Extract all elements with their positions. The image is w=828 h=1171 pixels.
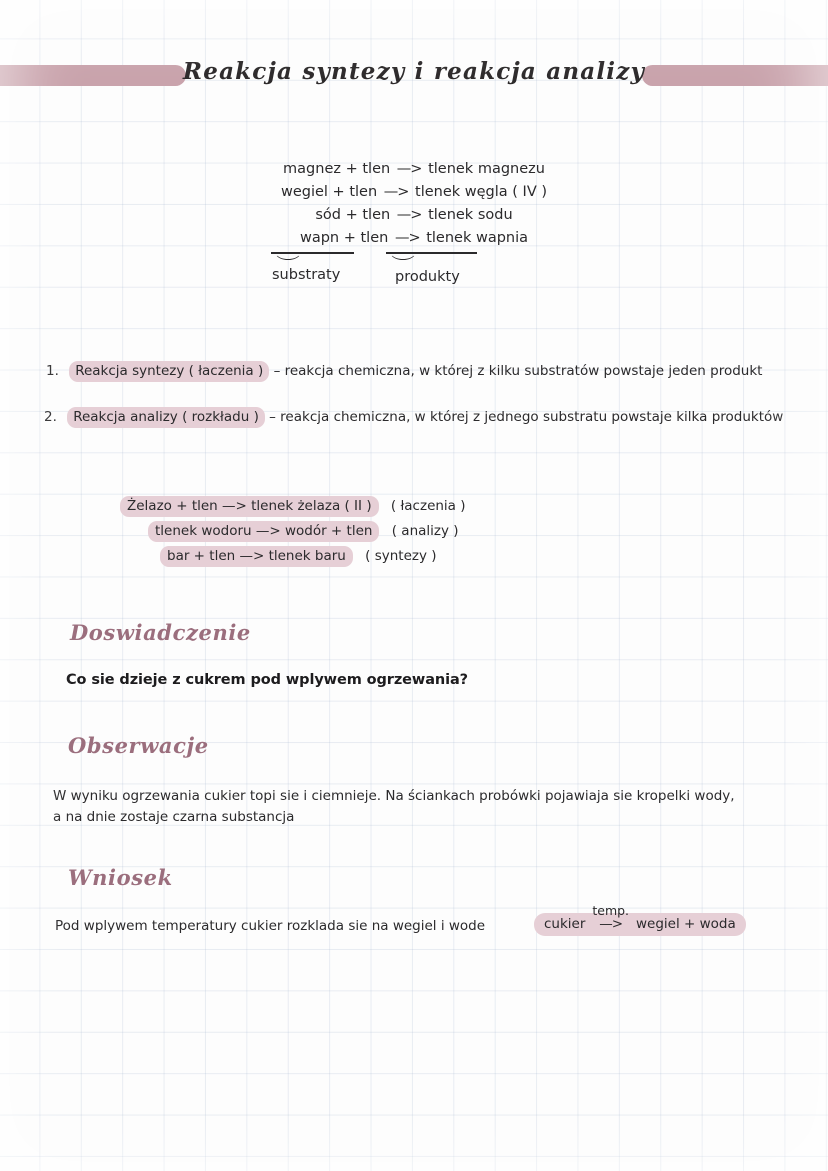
brace-icon: ︶ <box>276 254 301 272</box>
equation-right: tlenek węgla ( IV ) <box>415 184 548 200</box>
substrates-label: substraty <box>272 267 341 283</box>
example-row <box>148 520 466 543</box>
brace-icon: ︶ <box>391 254 416 272</box>
example-row <box>160 545 466 568</box>
example-equation: Żelazo + tlen —> tlenek żelaza ( II ) <box>120 496 379 517</box>
reaction-condition-wrapper <box>590 903 632 932</box>
equation-row <box>0 181 828 204</box>
definition-term: Reakcja syntezy ( łaczenia ) <box>69 361 269 382</box>
equation-left: sód + tlen <box>315 207 391 223</box>
arrow-icon: —> <box>396 207 422 223</box>
final-reaction-reactant: cukier <box>544 916 586 932</box>
example-kind: ( analizy ) <box>391 523 459 539</box>
definition-synthesis <box>46 363 762 379</box>
equation-right: tlenek wapnia <box>426 230 529 246</box>
definition-text: – reakcja chemiczna, w której z jednego substratu powstaje kilka produktów <box>269 409 784 425</box>
observations-line-2: a na dnie zostaje czarna substancja <box>53 809 295 825</box>
products-label: produkty <box>395 269 460 285</box>
equation-right: tlenek sodu <box>428 207 513 223</box>
arrow-icon: —> <box>396 161 422 177</box>
heading-conclusion: Wniosek <box>68 865 173 890</box>
final-reaction-products: wegiel + woda <box>636 916 736 932</box>
final-reaction-chip <box>534 903 746 936</box>
definition-analysis <box>44 409 783 425</box>
equation-left: magnez + tlen <box>283 161 391 177</box>
experiment-question: Co sie dzieje z cukrem pod wplywem ogrzewania? <box>66 672 468 688</box>
equation-left: wegiel + tlen <box>280 184 378 200</box>
definition-text: – reakcja chemiczna, w której z kilku substratów powstaje jeden produkt <box>273 363 763 379</box>
example-equations <box>120 495 466 570</box>
equation-row <box>0 204 828 227</box>
equation-row <box>0 158 828 181</box>
example-equation: bar + tlen —> tlenek baru <box>160 546 353 567</box>
arrow-icon: —> <box>394 230 420 246</box>
equation-right: tlenek magnezu <box>428 161 545 177</box>
equation-left: wapn + tlen <box>299 230 389 246</box>
definition-term: Reakcja analizy ( rozkładu ) <box>67 407 265 428</box>
page-title: Reakcja syntezy i reakcja analizy <box>182 58 646 85</box>
example-equation: tlenek wodoru —> wodór + tlen <box>148 521 379 542</box>
example-kind: ( syntezy ) <box>365 548 437 564</box>
arrow-icon: —> <box>383 184 409 200</box>
conclusion-text: Pod wplywem temperatury cukier rozklada sie na wegiel i wode <box>55 918 486 934</box>
example-row <box>120 495 466 518</box>
example-kind: ( łaczenia ) <box>390 498 466 514</box>
arrow-icon: —> <box>599 916 623 932</box>
reaction-condition: temp. <box>592 903 630 918</box>
equation-row <box>0 227 828 250</box>
heading-experiment: Doswiadczenie <box>70 620 251 645</box>
observations-text <box>53 786 753 828</box>
definition-number: 1. <box>46 363 59 379</box>
definition-number: 2. <box>44 409 57 425</box>
intro-equations <box>0 158 828 250</box>
title-banner <box>0 58 828 92</box>
observations-line-1: W wyniku ogrzewania cukier topi sie i ciemnieje. Na ściankach probówki pojawiaja sie kropelki wody, <box>53 788 735 804</box>
heading-observations: Obserwacje <box>68 733 209 758</box>
